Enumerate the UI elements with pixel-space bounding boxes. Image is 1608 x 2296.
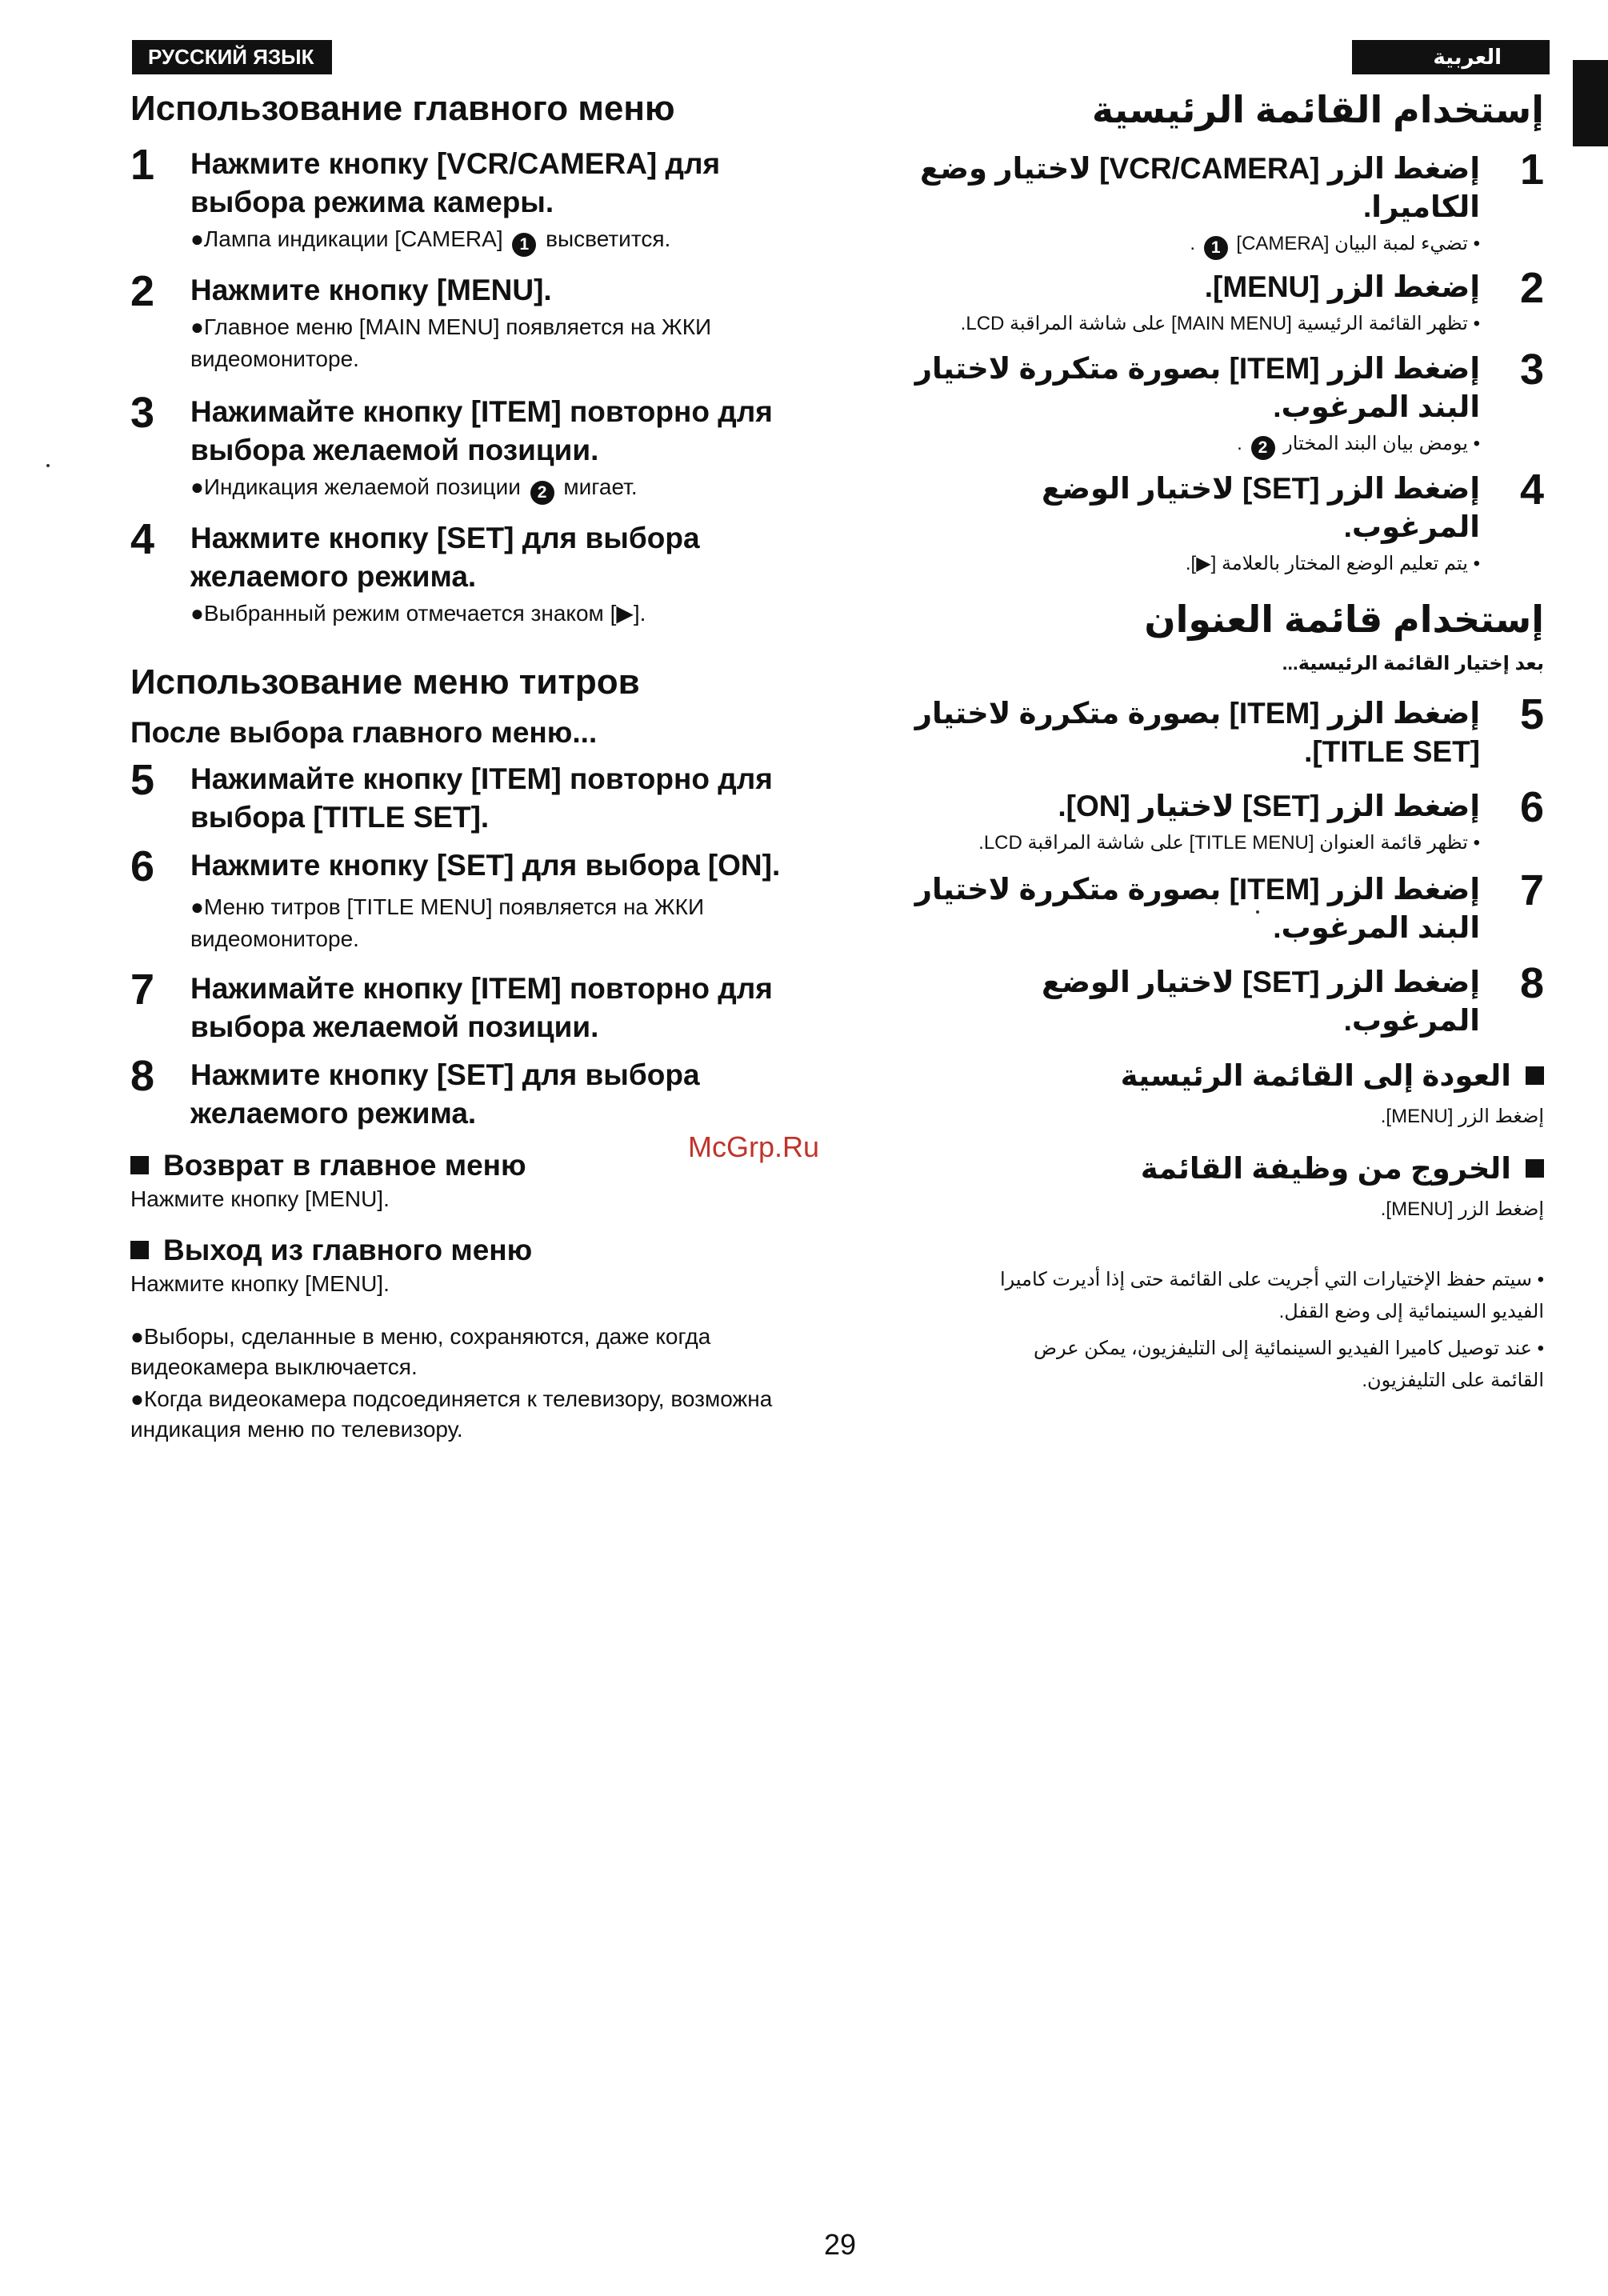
- step-text: Нажмите кнопку [SET] для выбора [ON].: [190, 848, 781, 882]
- indicator-marker-1: 1: [512, 233, 536, 257]
- step-number: 1: [1519, 146, 1544, 194]
- exit-main-heading: Выход из главного меню: [130, 1232, 818, 1269]
- step-text: إضغط الزر [ITEM] بصورة متكررة لاختيار البند المرغوب.: [914, 873, 1480, 945]
- step-number: 6: [130, 842, 155, 890]
- step-number: 7: [1519, 866, 1544, 915]
- exit-main-text: Нажмите кнопку [MENU].: [130, 1270, 390, 1296]
- step-text: إضغط الزر [MENU].: [1204, 270, 1480, 304]
- step-8: [130, 1051, 818, 1133]
- return-to-main-heading-ar: العودة إلى القائمة الرئيسية: [904, 1058, 1544, 1094]
- step-number: 4: [130, 514, 155, 563]
- square-bullet-icon: [1526, 1159, 1544, 1178]
- step-text: Нажмите кнопку [SET] для выбора желаемого режима.: [190, 521, 700, 593]
- step-number: 8: [1519, 959, 1544, 1008]
- step-note: • تضيء لمبة البيان [CAMERA] 1 .: [904, 228, 1480, 260]
- step-1: [130, 140, 818, 257]
- section-heading-title-menu: Использование меню титров: [130, 662, 640, 702]
- note-tv-display-ar: • عند توصيل كاميرا الفيديو السينمائية إلى التليفزيون، يمكن عرض القائمة على التليفزيون.: [1034, 1338, 1544, 1392]
- step-number: 5: [130, 755, 155, 804]
- step-3: [130, 388, 818, 505]
- step-text: إضغط الزر [SET] لاختيار الوضع المرغوب.: [1042, 966, 1480, 1038]
- square-bullet-icon: [1526, 1066, 1544, 1085]
- step-text: Нажмите кнопку [MENU].: [190, 273, 552, 306]
- step-8-ar: [904, 959, 1544, 1040]
- scan-speck: [46, 464, 50, 467]
- step-number: 1: [130, 140, 155, 189]
- section-heading-title-menu-ar: إستخدام قائمة العنوان: [1144, 598, 1544, 641]
- step-7-ar: [904, 866, 1544, 947]
- note-settings-saved: ●Выборы, сделанные в меню, сохраняются, даже когда видеокамера выключается.: [130, 1323, 711, 1379]
- step-note: ●Главное меню [MAIN MENU] появляется на ЖКИ видеомониторе.: [190, 314, 712, 371]
- page-number: 29: [824, 2228, 857, 2261]
- step-6: [130, 842, 818, 955]
- language-tag-russian: РУССКИЙ ЯЗЫК: [132, 40, 332, 74]
- square-bullet-icon: [130, 1156, 149, 1174]
- step-number: 8: [130, 1051, 155, 1100]
- step-number: 3: [1519, 346, 1544, 394]
- section-heading-main-menu: Использование главного меню: [130, 89, 675, 128]
- step-3-ar: [904, 346, 1544, 460]
- step-text: إضغط الزر [SET] لاختيار الوضع المرغوب.: [1042, 472, 1480, 544]
- step-note: ●Лампа индикации [CAMERA] 1 высветится.: [190, 223, 818, 257]
- return-to-main-text-ar: إضغط الزر [MENU].: [1380, 1106, 1544, 1128]
- step-number: 2: [1519, 264, 1544, 313]
- note-settings-saved-ar: • سيتم حفظ الإختيارات التي أجريت على القائمة حتى إذا أديرت كاميرا الفيديو السينمائية إلى وضع القفل.: [1000, 1269, 1544, 1323]
- step-text: إضغط الزر [ITEM] بصورة متكررة لاختيار البند المرغوب.: [914, 352, 1480, 424]
- watermark-text: McGrp.Ru: [688, 1130, 820, 1163]
- step-text: Нажимайте кнопку [ITEM] повторно для выбора [TITLE SET].: [190, 762, 773, 834]
- step-2-ar: [904, 264, 1544, 340]
- step-note: ●Выбранный режим отмечается знаком [▶].: [190, 600, 646, 626]
- note-tv-display: ●Когда видеокамера подсоединяется к телевизору, возможна индикация меню по телевизору.: [130, 1386, 773, 1442]
- step-note: ●Индикация желаемой позиции 2 мигает.: [190, 471, 818, 505]
- page-edge-marker: [1573, 60, 1608, 146]
- step-number: 7: [130, 965, 155, 1014]
- russian-column: [130, 88, 818, 1445]
- indicator-marker-1: 1: [1204, 236, 1228, 260]
- return-to-main-text: Нажмите кнопку [MENU].: [130, 1186, 390, 1211]
- step-note: • تظهر القائمة الرئيسية [MAIN MENU] على شاشة المراقبة LCD.: [960, 313, 1480, 335]
- step-6-ar: [904, 783, 1544, 859]
- step-number: 2: [130, 266, 155, 315]
- step-2: [130, 266, 818, 375]
- step-4: [130, 514, 818, 630]
- step-number: 5: [1519, 690, 1544, 739]
- indicator-marker-2: 2: [530, 481, 554, 505]
- after-main-menu-subheading-ar: بعد إختيار القائمة الرئيسية...: [1282, 653, 1544, 675]
- exit-main-heading-ar: الخروج من وظيفة القائمة: [904, 1150, 1544, 1187]
- exit-main-text-ar: إضغط الزر [MENU].: [1380, 1198, 1544, 1221]
- indicator-marker-2: 2: [1251, 436, 1275, 460]
- step-4-ar: [904, 466, 1544, 580]
- step-number: 3: [130, 388, 155, 437]
- step-5: [130, 755, 818, 837]
- step-7: [130, 965, 818, 1046]
- step-note: • يتم تعليم الوضع المختار بالعلامة [▶].: [1185, 553, 1480, 575]
- arabic-column: [904, 88, 1544, 1397]
- step-note: • يومض بيان البند المختار 2 .: [904, 428, 1480, 460]
- step-text: إضغط الزر [VCR/CAMERA] لاختيار وضع الكاميرا.: [919, 152, 1480, 224]
- step-text: إضغط الزر [ITEM] بصورة متكررة لاختيار [TITLE SET].: [914, 697, 1480, 769]
- step-5-ar: [904, 690, 1544, 771]
- step-text: Нажимайте кнопку [ITEM] повторно для выбора желаемой позиции.: [190, 394, 773, 466]
- step-1-ar: [904, 146, 1544, 260]
- step-text: Нажимайте кнопку [ITEM] повторно для выбора желаемой позиции.: [190, 971, 773, 1043]
- step-text: إضغط الزر [SET] لاختيار [ON].: [1058, 790, 1480, 823]
- step-number: 4: [1519, 466, 1544, 514]
- step-note: ●Меню титров [TITLE MENU] появляется на ЖКИ видеомониторе.: [190, 894, 705, 951]
- language-tag-arabic: العربية: [1352, 40, 1550, 74]
- step-number: 6: [1519, 783, 1544, 832]
- section-heading-main-menu-ar: إستخدام القائمة الرئيسية: [1091, 89, 1544, 130]
- step-text: Нажмите кнопку [VCR/CAMERA] для выбора режима камеры.: [190, 146, 721, 218]
- step-note: • تظهر قائمة العنوان [TITLE MENU] على شاشة المراقبة LCD.: [978, 832, 1480, 854]
- step-text: Нажмите кнопку [SET] для выбора желаемого режима.: [190, 1058, 700, 1130]
- square-bullet-icon: [130, 1241, 149, 1259]
- return-to-main-heading: Возврат в главное меню: [130, 1147, 818, 1184]
- after-main-menu-subheading: После выбора главного меню...: [130, 715, 598, 749]
